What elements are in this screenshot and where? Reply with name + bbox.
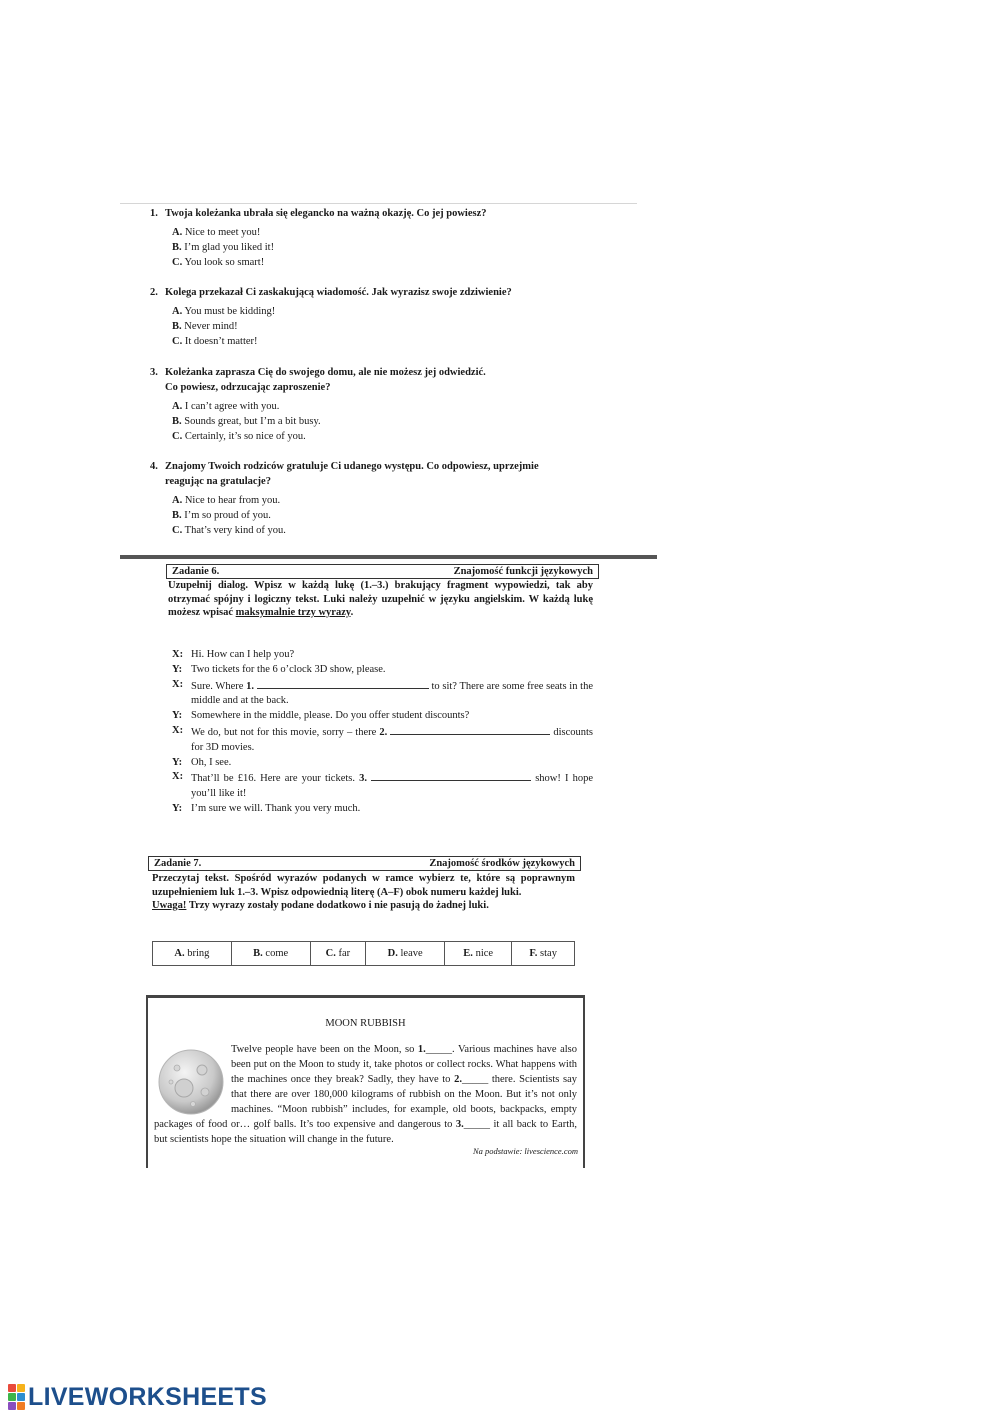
question-number: 2. [150,287,158,298]
question-2 [150,285,580,300]
word-option: C. far [310,942,366,966]
task-6-category: Znajomość funkcji językowych [453,566,593,577]
gap-3-blank[interactable] [371,770,531,781]
question-number: 3. [150,367,158,378]
word-option: F. stay [512,942,575,966]
warning-label: Uwaga! [152,900,187,911]
option-c: C. Certainly, it’s so nice of you. [172,431,306,442]
question-text: Znajomy Twoich rodziców gratuluje Ci udanego występu. Co odpowiesz, uprzejmie [165,461,539,472]
question-2-options [172,304,275,349]
option-b: B. Never mind! [172,321,238,332]
section-divider [120,555,657,559]
dialog-line: X: Hi. How can I help you? [172,649,295,660]
question-3 [150,365,580,395]
word-option: D. leave [366,942,445,966]
option-b: B. I’m glad you liked it! [172,242,275,253]
logo-text: LIVEWORKSHEETS [28,1382,267,1411]
question-text: Koleżanka zaprasza Cię do swojego domu, ale nie możesz jej odwiedzić. [165,367,486,378]
dialog-line: Y: I’m sure we will. Thank you very much. [172,802,361,814]
source-note: Na podstawie: livescience.com [472,1146,578,1156]
liveworksheets-logo [8,1382,267,1412]
dialog-line: X: We do, but not for this movie, sorry – there 2. discounts for 3D movies. [172,724,594,753]
word-box [152,941,575,966]
question-text: Kolega przekazał Ci zaskakującą wiadomość. Jak wyrazisz swoje zdziwienie? [165,287,512,298]
option-c: C. That’s very kind of you. [172,525,286,536]
task-7-instruction: Przeczytaj tekst. Spośród wyrazów podanych w ramce wybierz te, które są poprawnym uzupełnieniem luk 1.–3. Wpisz odpowiednią literę (A–F) obok numeru każdej luki. Uwaga! Trzy wyrazy zostały podane dodatkowo i nie pasują do żadnej luki. [152,873,575,911]
question-4 [150,459,580,489]
task-6-header [166,564,599,579]
task-6-title: Zadanie 6. [172,566,220,577]
question-text-continued: reagując na gratulacje? [165,476,271,487]
dialog-line: X: That’ll be £16. Here are your tickets. 3. show! I hope you’ll like it! [172,771,594,800]
option-a: A. You must be kidding! [172,306,276,317]
gap-1-blank[interactable] [257,678,429,689]
task-7-title: Zadanie 7. [154,858,202,869]
task-7-header [148,856,581,871]
option-a: A. Nice to meet you! [172,227,261,238]
word-option: E. nice [445,942,512,966]
option-a: A. I can’t agree with you. [172,401,280,412]
question-text-continued: Co powiesz, odrzucając zaproszenie? [165,382,331,393]
question-text: Twoja koleżanka ubrała się elegancko na ważną okazję. Co jej powiesz? [165,208,487,219]
option-c: C. You look so smart! [172,257,265,268]
dialog-line: Y: Somewhere in the middle, please. Do you offer student discounts? [172,710,470,722]
task-6-instruction: Uzupełnij dialog. Wpisz w każdą lukę (1.–3.) brakujący fragment wypowiedzi, tak aby otrzymać spójny i logiczny tekst. Luki należy uzupełnić w języku angielskim. W każdą lukę możesz wpisać maksymalnie trzy wyrazy. [168,580,593,618]
reading-text-box [146,995,585,1168]
question-number: 1. [150,208,158,219]
word-option: A. bring [153,942,232,966]
dialog-line: X: Sure. Where 1. to sit? There are some free seats in the middle and at the back. [172,678,594,707]
reading-text: Twelve people have been on the Moon, so 1._____. Various machines have also been put on the Moon to study it, take photos or collect rocks. What happens with the machines once they break? Sadly, they have to 2._____ there. Scientists say that there are over 180,000 kilograms of rubbish on the Moon. But it’s not only machines. “Moon rubbish” includes, for example, old boots, backpacks, empty packages of food or… golf balls. It’s too expensive and dangerous to 3._____ it all back to Earth, but scientists hope the situation will change in the future. [154,1044,578,1145]
gap-2-blank[interactable] [390,724,550,735]
question-3-options [172,399,321,444]
word-option: B. come [231,942,310,966]
question-4-options [172,493,286,538]
logo-blocks-icon [8,1384,25,1410]
dialog-line: Y: Two tickets for the 6 o’clock 3D show, please. [172,663,386,675]
question-1 [150,206,580,221]
question-1-options [172,225,274,270]
option-b: B. Sounds great, but I’m a bit busy. [172,416,321,427]
task-7-category: Znajomość środków językowych [429,858,575,869]
option-a: A. Nice to hear from you. [172,495,281,506]
reading-title: MOON RUBBISH [325,1018,406,1029]
option-b: B. I’m so proud of you. [172,510,271,521]
top-divider [120,203,637,204]
task-6-dialog [172,648,593,817]
dialog-line: Y: Oh, I see. [172,756,232,768]
question-number: 4. [150,461,158,472]
option-c: C. It doesn’t matter! [172,336,258,347]
moon-icon [157,1048,225,1116]
